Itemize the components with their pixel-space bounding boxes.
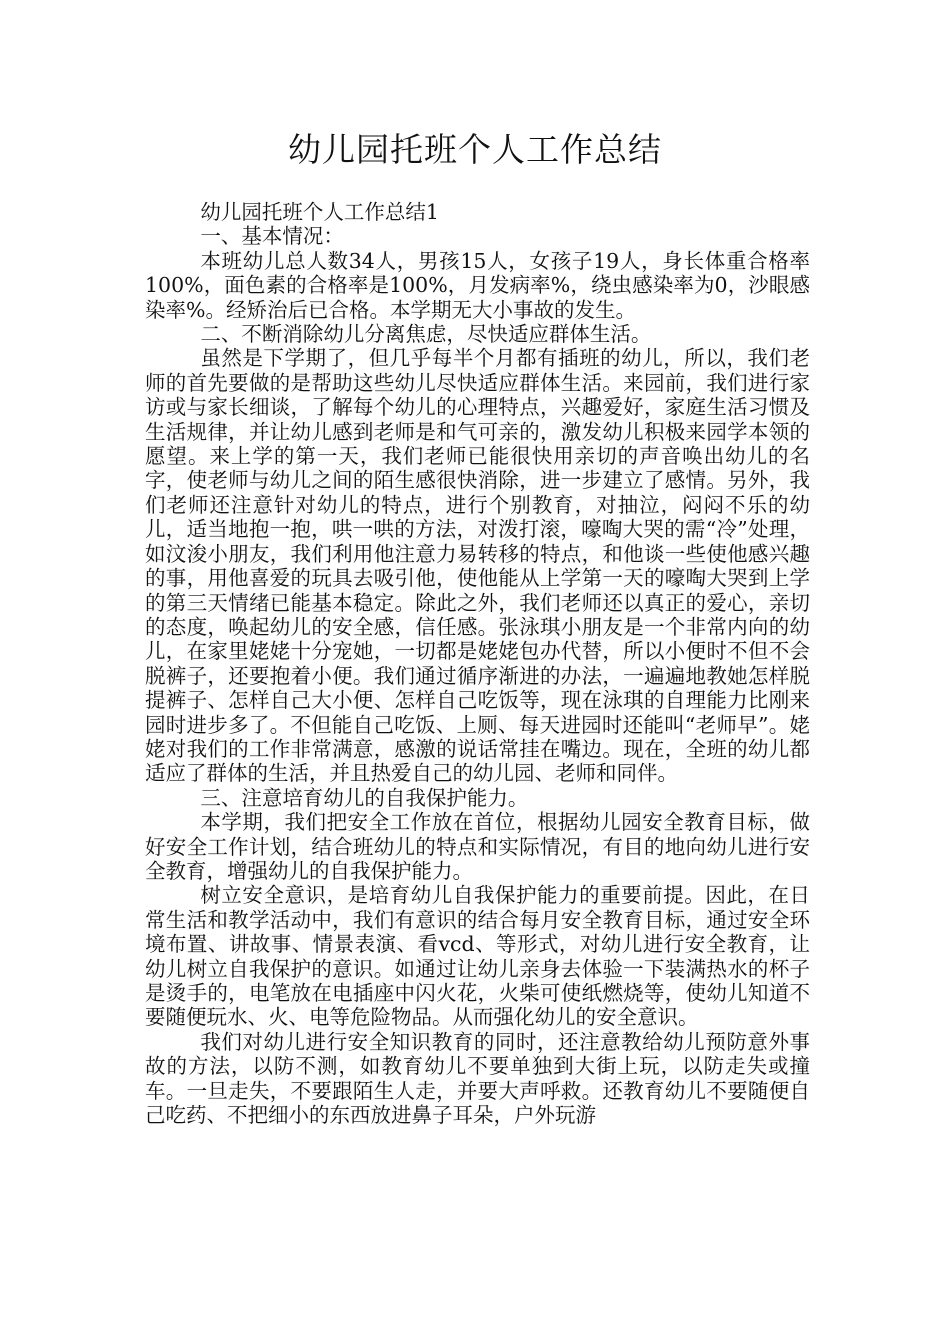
paragraph-basic-situation-heading: 一、基本情况：: [200, 224, 344, 249]
paragraph-safety-priority: 本学期，我们把安全工作放在首位，根据幼儿园安全教育目标，做好安全工作计划，结合班幼儿的特点和实际情况，有目的地向幼儿进行安全教育，增强幼儿的自我保护能力。: [145, 810, 810, 883]
paragraph-accident-prevention: 我们对幼儿进行安全知识教育的同时，还注意教给幼儿预防意外事故的方法，以防不测，如教育幼儿不要单独到大街上玩，以防走失或撞车。一旦走失，不要跟陌生人走，并要大声呼救。还教育幼儿不要随便自己吃药、不把细小的东西放进鼻子耳朵，户外玩游: [145, 1029, 810, 1128]
paragraph-self-protection-heading: 三、注意培育幼儿的自我保护能力。: [200, 785, 529, 810]
paragraph-section-heading: 幼儿园托班个人工作总结1: [200, 200, 439, 224]
paragraph-separation-anxiety-heading: 二、不断消除幼儿分离焦虑，尽快适应群体生活。: [200, 322, 652, 347]
document-title: 幼儿园托班个人工作总结: [288, 130, 662, 169]
paragraph-basic-situation: 本班幼儿总人数34人，男孩15人，女孩子19人，身长体重合格率100%，面色素的合格率是100%，月发病率%，绕虫感染率为0，沙眼感染率%。经矫治后已合格。本学期无大小事故的发生。: [145, 248, 810, 322]
document-body: [145, 200, 810, 1127]
paragraph-separation-anxiety: 虽然是下学期了，但几乎每半个月都有插班的幼儿，所以，我们老师的首先要做的是帮助这些幼儿尽快适应群体生活。来园前，我们进行家访或与家长细谈，了解每个幼儿的心理特点，兴趣爱好，家庭生活习惯及生活规律，并让幼儿感到老师是和气可亲的，激发幼儿积极来园学本领的愿望。来上学的第一天，我们老师已能很快用亲切的声音唤出幼儿的名字，使老师与幼儿之间的陌生感很快消除，进一步建立了感情。另外，我们老师还注意针对幼儿的特点，进行个别教育，对抽泣，闷闷不乐的幼儿，适当地抱一抱，哄一哄的方法，对泼打滚，嚎啕大哭的需“冷”处理，如汶浚小朋友，我们利用他注意力易转移的特点，和他谈一些使他感兴趣的事，用他喜爱的玩具去吸引他，使他能从上学第一天的嚎啕大哭到上学的第三天情绪已能基本稳定。除此之外，我们老师还以真正的爱心，亲切的态度，唤起幼儿的安全感，信任感。张泳琪小朋友是一个非常内向的幼儿，在家里姥姥十分宠她，一切都是姥姥包办代替，所以小便时不但不会脱裤子，还要抱着小便。我们通过循序渐进的办法，一遍遍地教她怎样脱提裤子、怎样自己大小便、怎样自己吃饭等，现在泳琪的自理能力比刚来园时进步多了。不但能自己吃饭、上厕、每天进园时还能叫“老师早”。姥姥对我们的工作非常满意，感激的说话常挂在嘴边。现在，全班的幼儿都适应了群体的生活，并且热爱自己的幼儿园、老师和同伴。: [145, 346, 810, 786]
paragraph-safety-awareness: 树立安全意识，是培育幼儿自我保护能力的重要前提。因此，在日常生活和教学活动中，我们有意识的结合每月安全教育目标，通过安全环境布置、讲故事、情景表演、看vcd、等形式，对幼儿进行安全教育，让幼儿树立自我保护的意识。如通过让幼儿亲身去体验一下装满热水的杯子是烫手的，电笔放在电插座中闪火花，火柴可使纸燃烧等，使幼儿知道不要随便玩水、火、电等危险物品。从而强化幼儿的安全意识。: [145, 883, 810, 1030]
